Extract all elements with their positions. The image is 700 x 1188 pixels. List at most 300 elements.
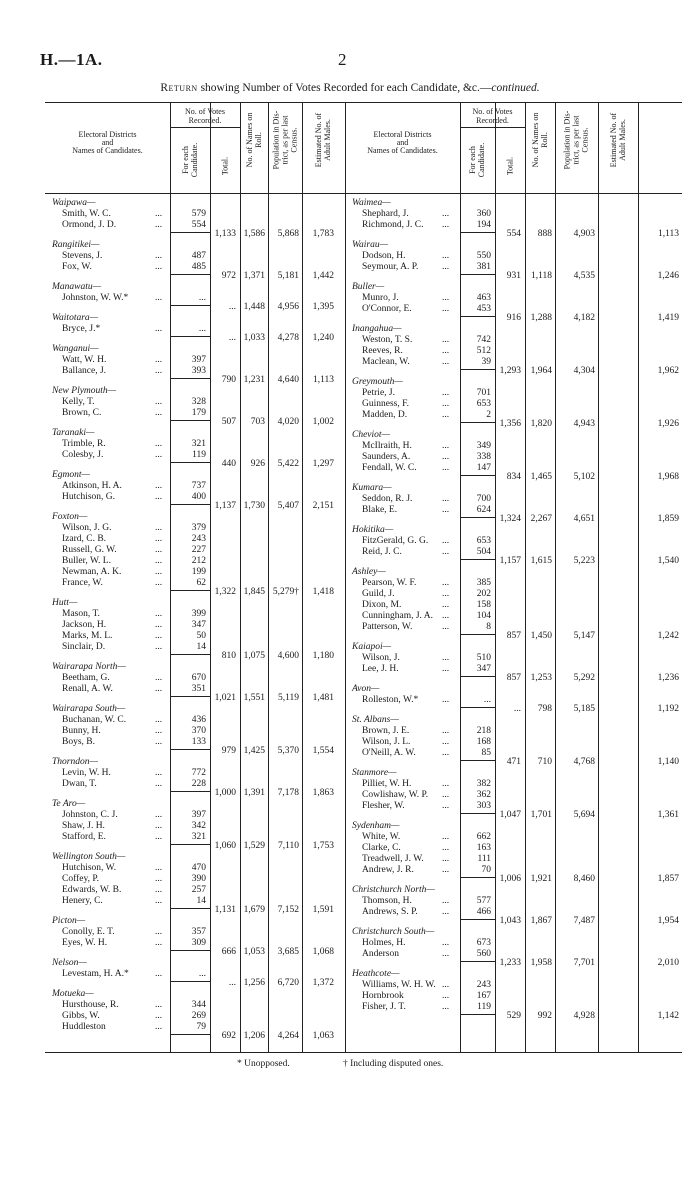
adult-males: 1,554	[312, 746, 334, 756]
candidate-name: Henery, C.	[62, 896, 103, 906]
candidate-name: Bunny, H.	[62, 726, 101, 736]
total-votes: ...	[228, 333, 236, 343]
candidate-name: Saunders, A.	[362, 452, 411, 462]
population: 4,264	[277, 1031, 299, 1041]
candidate-votes: 243	[476, 980, 491, 990]
population: 4,020	[277, 417, 299, 427]
leader-dots: ...	[442, 505, 450, 515]
population-heading-line: Census.	[289, 127, 299, 153]
leader-dots: ...	[442, 357, 450, 367]
candidate-votes: 370	[191, 726, 206, 736]
candidate-votes: 351	[191, 684, 206, 694]
adult-males-heading	[609, 113, 627, 167]
candidate-name: Guinness, F.	[362, 399, 410, 409]
candidate-name: Munro, J.	[362, 293, 399, 303]
names-on-roll: 1,730	[243, 501, 265, 511]
column-rule	[598, 102, 599, 1052]
district-name: Buller—	[352, 282, 385, 292]
candidate-votes: 111	[477, 854, 491, 864]
for-each-candidate-heading	[468, 143, 486, 177]
population: 5,422	[277, 459, 299, 469]
candidate-votes: 104	[476, 611, 491, 621]
candidate-name: Brown, C.	[62, 408, 102, 418]
candidate-votes: 470	[191, 863, 206, 873]
candidate-name: Dwan, T.	[62, 779, 97, 789]
votes-subtotal-rule	[460, 707, 495, 708]
candidate-votes: 269	[191, 1011, 206, 1021]
candidate-name: Brown, J. E.	[362, 726, 410, 736]
candidate-votes: 653	[476, 399, 491, 409]
candidate-votes: 485	[191, 262, 206, 272]
candidate-name: Holmes, H.	[362, 938, 406, 948]
district-name: Heathcote—	[352, 969, 400, 979]
title-rest: showing Number of Votes Recorded for each Candidate, &c.—	[197, 82, 492, 94]
names-on-roll: 1,529	[243, 841, 265, 851]
adult-males-heading-line: Estimated No. of	[314, 112, 323, 168]
names-on-roll: 1,231	[243, 375, 265, 385]
candidate-name: Hutchison, G.	[62, 492, 116, 502]
votes-subtotal-rule	[460, 517, 495, 518]
candidate-votes: 147	[476, 463, 491, 473]
district-name: Waimea—	[352, 198, 391, 208]
votes-subtotal-rule	[170, 950, 210, 951]
district-name: Inangahua—	[352, 324, 402, 334]
candidate-name: Fisher, J. T.	[362, 1002, 406, 1012]
candidate-name: Treadwell, J. W.	[362, 854, 424, 864]
adult-males: 1,481	[312, 693, 334, 703]
candidate-votes: 2	[486, 410, 491, 420]
candidate-name: Guild, J.	[362, 589, 395, 599]
candidate-name: Flesher, W.	[362, 801, 405, 811]
candidate-name: Kelly, T.	[62, 397, 95, 407]
names-on-roll: 1,845	[243, 587, 265, 597]
leader-dots: ...	[155, 450, 163, 460]
candidate-name: Atkinson, H. A.	[62, 481, 122, 491]
total-votes: ...	[513, 704, 521, 714]
votes-subtotal-rule	[170, 844, 210, 845]
leader-dots: ...	[155, 324, 163, 334]
district-name: Taranaki—	[52, 428, 95, 438]
leader-dots: ...	[155, 397, 163, 407]
district-name: Kumara—	[352, 483, 392, 493]
population: 5,119	[277, 693, 299, 703]
adult-males: 1,142	[657, 1011, 679, 1021]
leader-dots: ...	[155, 439, 163, 449]
total-heading	[221, 157, 230, 175]
adult-males: 1,954	[657, 916, 679, 926]
votes-subtotal-rule	[460, 475, 495, 476]
candidate-votes: 303	[476, 801, 491, 811]
districts-heading: and	[396, 138, 409, 147]
candidate-name: Bryce, J.*	[62, 324, 101, 334]
candidate-votes: 14	[196, 896, 206, 906]
votes-subtotal-rule	[170, 420, 210, 421]
total-votes: 1,293	[499, 366, 521, 376]
for-each-candidate-heading-line: Candidate.	[477, 142, 486, 178]
population: 4,768	[573, 757, 595, 767]
leader-dots: ...	[442, 980, 450, 990]
candidate-name: Hursthouse, R.	[62, 1000, 119, 1010]
population: 5,407	[277, 501, 299, 511]
leader-dots: ...	[442, 653, 450, 663]
district-name: Thorndon—	[52, 757, 98, 767]
adult-males: 1,063	[312, 1031, 334, 1041]
district-name: Sydenham—	[352, 821, 400, 831]
leader-dots: ...	[155, 768, 163, 778]
votes-subtotal-rule	[460, 232, 495, 233]
candidate-votes: 70	[481, 865, 491, 875]
candidate-votes: 463	[476, 293, 491, 303]
candidate-votes: 347	[191, 620, 206, 630]
candidate-votes: 487	[191, 251, 206, 261]
candidate-name: Conolly, E. T.	[62, 927, 115, 937]
votes-subtotal-rule	[460, 760, 495, 761]
leader-dots: ...	[155, 609, 163, 619]
leader-dots: ...	[155, 1000, 163, 1010]
candidate-votes: 199	[191, 567, 206, 577]
population: 5,185	[573, 704, 595, 714]
candidate-name: Blake, E.	[362, 505, 398, 515]
votes-subtotal-rule	[460, 676, 495, 677]
leader-dots: ...	[155, 885, 163, 895]
leader-dots: ...	[442, 410, 450, 420]
leader-dots: ...	[442, 293, 450, 303]
names-on-roll: 1,465	[530, 472, 552, 482]
candidate-name: Andrews, S. P.	[362, 907, 418, 917]
leader-dots: ...	[442, 262, 450, 272]
district-name: Wairau—	[352, 240, 389, 250]
leader-dots: ...	[442, 622, 450, 632]
candidate-votes: 202	[476, 589, 491, 599]
candidate-name: Dixon, M.	[362, 600, 402, 610]
population: 4,278	[277, 333, 299, 343]
votes-subtotal-rule	[460, 919, 495, 920]
candidate-name: Edwards, W. B.	[62, 885, 122, 895]
leader-dots: ...	[442, 346, 450, 356]
population-heading	[563, 111, 590, 170]
leader-dots: ...	[442, 748, 450, 758]
adult-males-heading-line: Estimated No. of	[609, 112, 618, 168]
candidate-name: Williams, W. H. W.	[362, 980, 436, 990]
names-on-roll: 1,921	[530, 874, 552, 884]
votes-subtotal-rule	[170, 791, 210, 792]
districts-heading: and	[101, 138, 114, 147]
candidate-votes: 385	[476, 578, 491, 588]
votes-subtotal-rule	[170, 305, 210, 306]
votes-subtotal-rule	[170, 1034, 210, 1035]
candidate-votes: 218	[476, 726, 491, 736]
candidate-name: Smith, W. C.	[62, 209, 111, 219]
for-each-candidate-heading-line: Candidate.	[190, 142, 199, 178]
adult-males: 1,113	[312, 375, 334, 385]
leader-dots: ...	[442, 664, 450, 674]
names-on-roll: 1,964	[530, 366, 552, 376]
votes-subtotal-rule	[460, 877, 495, 878]
candidate-votes: 560	[476, 949, 491, 959]
candidate-votes: 390	[191, 874, 206, 884]
candidate-name: Hutchison, W.	[62, 863, 117, 873]
votes-subtotal-rule	[170, 908, 210, 909]
candidate-name: Eyes, W. H.	[62, 938, 108, 948]
names-on-roll: 1,371	[243, 271, 265, 281]
candidate-votes: 321	[191, 832, 206, 842]
adult-males-heading	[314, 113, 332, 167]
adult-males: 1,540	[657, 556, 679, 566]
leader-dots: ...	[442, 251, 450, 261]
candidate-name: Rolleston, W.*	[362, 695, 419, 705]
title-continued: continued.	[491, 82, 540, 94]
total-votes: 1,356	[499, 419, 521, 429]
district-name: Foxton—	[52, 512, 88, 522]
candidate-votes: 393	[191, 366, 206, 376]
total-votes: ...	[228, 302, 236, 312]
total-votes: 1,021	[214, 693, 236, 703]
population: 5,370	[277, 746, 299, 756]
candidate-name: Fox, W.	[62, 262, 92, 272]
votes-subtotal-rule	[460, 559, 495, 560]
candidate-name: Beetham, G.	[62, 673, 110, 683]
names-on-roll: 1,820	[530, 419, 552, 429]
names-on-roll: 1,586	[243, 229, 265, 239]
population: 4,640	[277, 375, 299, 385]
leader-dots: ...	[442, 578, 450, 588]
votes-subtotal-rule	[170, 696, 210, 697]
population: 4,600	[277, 651, 299, 661]
adult-males: 1,857	[657, 874, 679, 884]
candidate-votes: 168	[476, 737, 491, 747]
candidate-name: Patterson, W.	[362, 622, 413, 632]
votes-subtotal-rule	[460, 422, 495, 423]
district-name: Nelson—	[52, 958, 87, 968]
candidate-name: Mason, T.	[62, 609, 100, 619]
for-each-candidate-heading	[181, 143, 199, 177]
population: 5,181	[277, 271, 299, 281]
votes-recorded-heading: No. of Votes	[185, 107, 225, 116]
total-votes: 507	[221, 417, 236, 427]
total-votes: ...	[228, 978, 236, 988]
total-votes: 440	[221, 459, 236, 469]
table-top-rule	[45, 102, 682, 103]
candidate-name: Hornbrook	[362, 991, 404, 1001]
total-votes: 979	[221, 746, 236, 756]
leader-dots: ...	[155, 1011, 163, 1021]
leader-dots: ...	[442, 611, 450, 621]
leader-dots: ...	[442, 854, 450, 864]
leader-dots: ...	[155, 620, 163, 630]
votes-subtotal-rule	[170, 504, 210, 505]
total-votes: 666	[221, 947, 236, 957]
votes-subtotal-rule	[460, 961, 495, 962]
district-name: Christchurch South—	[352, 927, 435, 937]
candidate-name: O'Neill, A. W.	[362, 748, 416, 758]
district-name: Rangitikei—	[52, 240, 100, 250]
votes-subtotal-rule	[170, 232, 210, 233]
adult-males: 1,753	[312, 841, 334, 851]
adult-males: 1,246	[657, 271, 679, 281]
leader-dots: ...	[442, 865, 450, 875]
adult-males: 1,297	[312, 459, 334, 469]
adult-males: 1,442	[312, 271, 334, 281]
leader-dots: ...	[442, 896, 450, 906]
candidate-name: White, W.	[362, 832, 401, 842]
total-votes: 1,157	[499, 556, 521, 566]
total-votes: 931	[506, 271, 521, 281]
names-on-roll: 1,679	[243, 905, 265, 915]
votes-subtotal-rule	[170, 749, 210, 750]
leader-dots: ...	[155, 545, 163, 555]
district-name: Hokitika—	[352, 525, 394, 535]
leader-dots: ...	[155, 715, 163, 725]
candidate-name: Trimble, R.	[62, 439, 106, 449]
votes-group-rule	[170, 127, 240, 128]
candidate-votes: 453	[476, 304, 491, 314]
population: 4,182	[573, 313, 595, 323]
district-name: Ashley—	[352, 567, 386, 577]
names-on-roll: 1,256	[243, 978, 265, 988]
candidate-votes: 397	[191, 810, 206, 820]
page-code: H.—1A.	[40, 50, 103, 69]
district-name: Wairarapa South—	[52, 704, 126, 714]
leader-dots: ...	[155, 779, 163, 789]
votes-recorded-heading: Recorded.	[188, 116, 222, 125]
leader-dots: ...	[155, 355, 163, 365]
leader-dots: ...	[442, 494, 450, 504]
candidate-votes: 662	[476, 832, 491, 842]
district-name: Manawatu—	[52, 282, 102, 292]
table-title	[0, 82, 700, 94]
district-name: Cheviot—	[352, 430, 390, 440]
total-votes: 1,043	[499, 916, 521, 926]
candidate-name: Ormond, J. D.	[62, 220, 117, 230]
candidate-name: FitzGerald, G. G.	[362, 536, 429, 546]
candidate-name: Huddleston	[62, 1022, 106, 1032]
votes-subtotal-rule	[170, 378, 210, 379]
candidate-votes: 179	[191, 408, 206, 418]
total-votes: 529	[506, 1011, 521, 1021]
population: 4,651	[573, 514, 595, 524]
adult-males-heading-line: Adult Males.	[618, 119, 627, 161]
names-on-roll-heading-line: Roll.	[254, 132, 263, 148]
candidate-votes: 119	[192, 450, 206, 460]
leader-dots: ...	[155, 408, 163, 418]
adult-males: 1,180	[312, 651, 334, 661]
candidate-votes: 701	[476, 388, 491, 398]
title-lead: Return	[160, 82, 198, 94]
adult-males: 1,113	[657, 229, 679, 239]
adult-males-heading-line: Adult Males.	[323, 119, 332, 161]
leader-dots: ...	[155, 821, 163, 831]
district-name: Avon—	[352, 684, 380, 694]
candidate-votes: 119	[477, 1002, 491, 1012]
candidate-name: Cowlishaw, W. P.	[362, 790, 429, 800]
footnote-disputed: † Including disputed ones.	[343, 1059, 444, 1069]
candidate-votes: 257	[191, 885, 206, 895]
column-rule	[495, 102, 496, 1052]
names-on-roll-heading	[245, 113, 263, 168]
leader-dots: ...	[442, 779, 450, 789]
leader-dots: ...	[442, 600, 450, 610]
population-heading-line: trict, as per last	[280, 115, 290, 165]
total-votes: 1,060	[214, 841, 236, 851]
votes-subtotal-rule	[460, 369, 495, 370]
total-votes: 1,137	[214, 501, 236, 511]
candidate-name: Renall, A. W.	[62, 684, 113, 694]
candidate-name: Weston, T. S.	[362, 335, 413, 345]
adult-males: 1,192	[657, 704, 679, 714]
candidate-votes: 673	[476, 938, 491, 948]
population: 4,903	[573, 229, 595, 239]
candidate-name: Colesby, J.	[62, 450, 104, 460]
candidate-votes: 512	[476, 346, 491, 356]
leader-dots: ...	[442, 209, 450, 219]
population: 5,694	[573, 810, 595, 820]
names-on-roll: 888	[537, 229, 552, 239]
candidate-votes: 653	[476, 536, 491, 546]
leader-dots: ...	[442, 547, 450, 557]
leader-dots: ...	[155, 737, 163, 747]
column-rule	[638, 102, 639, 1052]
leader-dots: ...	[442, 441, 450, 451]
adult-males: 1,140	[657, 757, 679, 767]
candidate-votes: 344	[191, 1000, 206, 1010]
candidate-name: McIlraith, H.	[362, 441, 412, 451]
candidate-name: Buller, W. L.	[62, 556, 111, 566]
votes-subtotal-rule	[460, 316, 495, 317]
candidate-votes: 194	[476, 220, 491, 230]
leader-dots: ...	[155, 810, 163, 820]
population-heading-line: Population in Dis-	[562, 110, 572, 170]
leader-dots: ...	[442, 737, 450, 747]
districts-heading: Names of Candidates.	[72, 146, 143, 155]
total-votes: 810	[221, 651, 236, 661]
candidate-votes: 670	[191, 673, 206, 683]
candidate-name: Watt, W. H.	[62, 355, 107, 365]
names-on-roll: 926	[250, 459, 265, 469]
candidate-name: Maclean, W.	[362, 357, 410, 367]
candidate-name: Johnston, C. J.	[62, 810, 118, 820]
district-name: Stanmore—	[352, 768, 397, 778]
candidate-name: Buchanan, W. C.	[62, 715, 127, 725]
page-number: 2	[338, 50, 347, 69]
candidate-votes: 39	[481, 357, 491, 367]
candidate-name: Gibbs, W.	[62, 1011, 100, 1021]
adult-males: 1,926	[657, 419, 679, 429]
adult-males: 1,002	[312, 417, 334, 427]
total-votes: 972	[221, 271, 236, 281]
candidate-name: Shaw, J. H.	[62, 821, 105, 831]
names-on-roll: 1,053	[243, 947, 265, 957]
population-heading-line: trict, as per last	[571, 115, 581, 165]
names-on-roll: 2,267	[530, 514, 552, 524]
total-votes: 834	[506, 472, 521, 482]
total-votes: 1,131	[214, 905, 236, 915]
candidate-votes: 577	[476, 896, 491, 906]
candidate-name: Petrie, J.	[362, 388, 395, 398]
leader-dots: ...	[155, 1022, 163, 1032]
names-on-roll: 1,867	[530, 916, 552, 926]
names-on-roll: 1,288	[530, 313, 552, 323]
total-votes: 857	[506, 631, 521, 641]
total-heading-line: Total.	[220, 156, 230, 176]
candidate-name: Pilliet, W. H.	[362, 779, 412, 789]
leader-dots: ...	[155, 863, 163, 873]
footnote-unopposed: * Unopposed.	[237, 1059, 290, 1069]
candidate-votes: 381	[476, 262, 491, 272]
leader-dots: ...	[155, 220, 163, 230]
leader-dots: ...	[155, 534, 163, 544]
for-each-candidate-heading-line: For each	[468, 146, 477, 174]
adult-males: 2,010	[657, 958, 679, 968]
